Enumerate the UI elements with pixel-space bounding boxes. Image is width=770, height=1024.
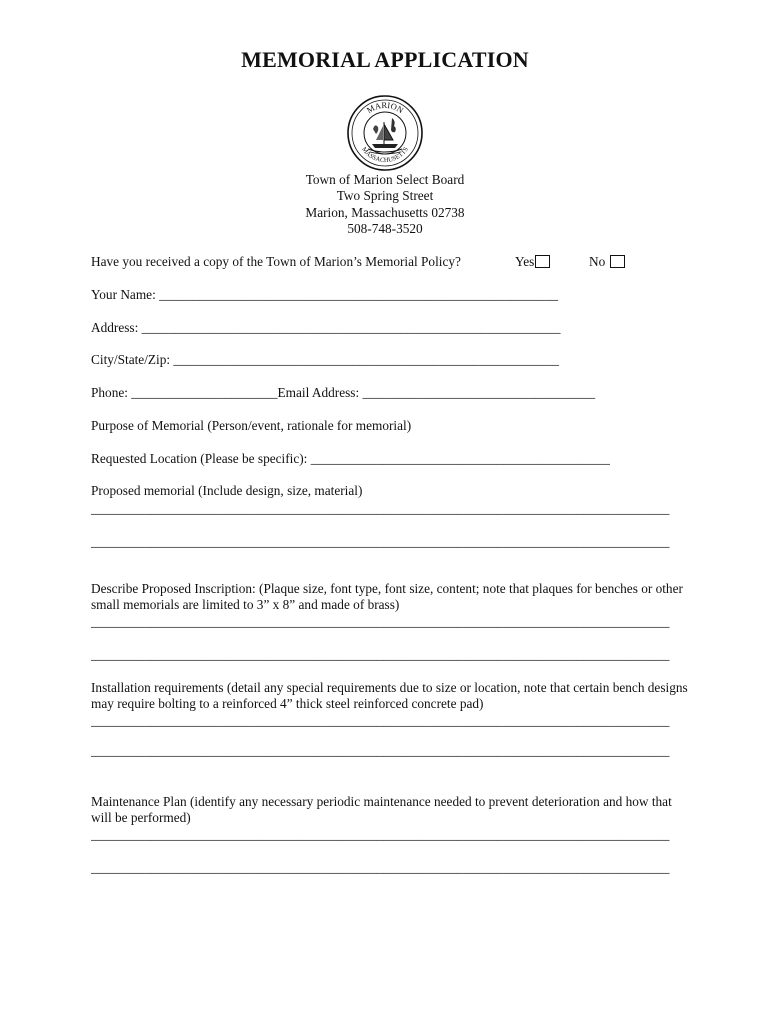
- name-field[interactable]: [91, 287, 558, 303]
- policy-yes-option[interactable]: [515, 254, 550, 270]
- seal-bottom-text: MASSACHUSETTS: [360, 145, 410, 165]
- address-input-line[interactable]: _______________________________________________________________: [141, 320, 561, 335]
- policy-yes-checkbox[interactable]: [535, 255, 550, 268]
- policy-yes-label: Yes: [515, 254, 535, 269]
- installation-line-1[interactable]: _______________________________________________________________________________________: [91, 713, 670, 728]
- inscription-line-1[interactable]: _______________________________________________________________________________________: [91, 614, 670, 629]
- town-seal-icon: [346, 94, 424, 172]
- inscription-line-2[interactable]: _______________________________________________________________________________________: [91, 647, 670, 662]
- seal-top-text: MARION: [364, 99, 406, 116]
- email-input-line[interactable]: ___________________________________: [362, 385, 596, 400]
- policy-no-checkbox[interactable]: [610, 255, 625, 268]
- city-state-zip-field[interactable]: [91, 352, 559, 368]
- phone-email-field[interactable]: [91, 385, 595, 401]
- office-name: Town of Marion Select Board: [305, 172, 465, 187]
- city-state-zip-label: City/State/Zip:: [91, 352, 171, 367]
- proposed-memorial-label: Proposed memorial (Include design, size, material): [91, 483, 363, 498]
- installation-line-2[interactable]: _______________________________________________________________________________________: [91, 743, 670, 758]
- location-input-line[interactable]: _____________________________________________: [310, 451, 610, 466]
- office-street: Two Spring Street: [336, 188, 434, 204]
- location-label: Requested Location (Please be specific):: [91, 451, 308, 466]
- inscription-label: Describe Proposed Inscription: (Plaque size, font type, font size, content; note that plaques for benches or other small memorials are limited to 3” x 8” and made of brass): [91, 581, 683, 612]
- office-city: Marion, Massachusetts 02738: [305, 204, 465, 220]
- office-phone: 508-748-3520: [347, 220, 423, 236]
- city-state-zip-input-line[interactable]: __________________________________________________________: [173, 352, 559, 367]
- phone-input-line[interactable]: ______________________: [131, 385, 278, 400]
- maintenance-line-1[interactable]: _______________________________________________________________________________________: [91, 827, 670, 842]
- maintenance-line-2[interactable]: _______________________________________________________________________________________: [91, 860, 670, 875]
- policy-no-label: No: [589, 254, 606, 269]
- maintenance-label: Maintenance Plan (identify any necessary periodic maintenance needed to prevent deterioration and how that will be performed): [91, 794, 672, 825]
- policy-question: Have you received a copy of the Town of Marion’s Memorial Policy?: [91, 254, 461, 269]
- proposed-memorial-line-1[interactable]: _______________________________________________________________________________________: [91, 501, 670, 516]
- name-label: Your Name:: [91, 287, 156, 302]
- policy-no-option[interactable]: [589, 254, 625, 270]
- address-field[interactable]: [91, 320, 560, 336]
- page-title: MEMORIAL APPLICATION: [241, 47, 529, 72]
- proposed-memorial-line-2[interactable]: _______________________________________________________________________________________: [91, 534, 670, 549]
- address-label: Address:: [91, 320, 139, 335]
- name-input-line[interactable]: ____________________________________________________________: [159, 287, 558, 302]
- location-field[interactable]: [91, 451, 610, 467]
- email-label: Email Address:: [277, 385, 360, 400]
- purpose-label: Purpose of Memorial (Person/event, rationale for memorial): [91, 418, 412, 433]
- svg-text:MARION: [365, 100, 406, 115]
- installation-label: Installation requirements (detail any special requirements due to size or location, note that certain bench designs may require bolting to a reinforced 4” thick steel reinforced concrete pad): [91, 680, 688, 711]
- office-address: [0, 172, 770, 237]
- phone-label: Phone:: [91, 385, 128, 400]
